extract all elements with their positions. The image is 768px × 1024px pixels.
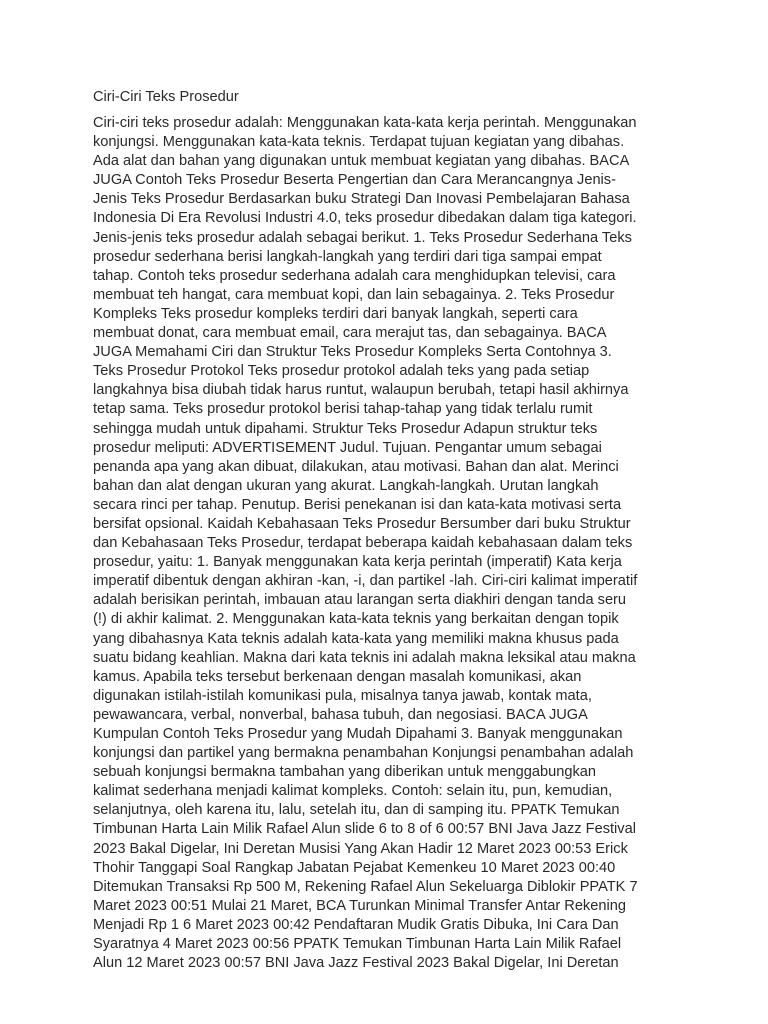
body-text-line: secara rinci per tahap. Penutup. Berisi penekanan isi dan kata-kata motivasi serta	[93, 496, 622, 513]
body-text-line: konjungsi. Menggunakan kata-kata teknis. Terdapat tujuan kegiatan yang dibahas.	[93, 134, 625, 151]
body-text-line: Kumpulan Contoh Teks Prosedur yang Mudah Dipahami 3. Banyak menggunakan	[93, 726, 623, 742]
body-text-line: prosedur meliputi: ADVERTISEMENT Judul. Tujuan. Pengantar umum sebagai	[93, 439, 602, 456]
body-text-line: membuat donat, cara membuat email, cara merajut tas, dan sebagainya. BACA	[93, 325, 607, 342]
body-text-line: Kompleks Teks prosedur kompleks terdiri dari banyak langkah, seperti cara	[93, 305, 578, 322]
body-text-line: bersifat opsional. Kaidah Kebahasaan Teks Prosedur Bersumber dari buku Struktur	[93, 515, 631, 532]
body-text-line: tetap sama. Teks prosedur protokol berisi tahap-tahap yang tidak terlalu rumit	[93, 401, 593, 418]
body-text-line: bahan dan alat dengan ukuran yang akurat. Langkah-langkah. Urutan langkah	[93, 477, 599, 494]
body-text-line: prosedur sederhana berisi langkah-langkah yang terdiri dari tiga sampai empat	[93, 248, 602, 265]
document-title: Ciri-Ciri Teks Prosedur	[93, 89, 239, 105]
body-text-line: Indonesia Di Era Revolusi Industri 4.0, teks prosedur dibedakan dalam tiga kategori.	[93, 210, 637, 227]
body-text-line: Ditemukan Transaksi Rp 500 M, Rekening Rafael Alun Sekeluarga Diblokir PPATK 7	[93, 878, 638, 895]
body-text-line: sebuah konjungsi bermakna tambahan yang diberikan untuk menggabungkan	[93, 764, 597, 781]
body-text-line: prosedur, yaitu: 1. Banyak menggunakan kata kerja perintah (imperatif) Kata kerja	[93, 554, 622, 571]
body-text-line: yang dibahasnya Kata teknis adalah kata-kata yang memiliki makna khusus pada	[93, 630, 619, 647]
body-text-line: tahap. Contoh teks prosedur sederhana adalah cara menghidupkan televisi, cara	[93, 267, 616, 284]
body-text-line: Syaratnya 4 Maret 2023 00:56 PPATK Temukan Timbunan Harta Lain Milik Rafael	[93, 936, 622, 953]
body-text-line: membuat teh hangat, cara membuat kopi, dan lain sebagainya. 2. Teks Prosedur	[93, 286, 615, 303]
body-text-line: Jenis Teks Prosedur Berdasarkan buku Strategi Dan Inovasi Pembelajaran Bahasa	[93, 191, 630, 208]
body-text-line: kalimat sederhana menjadi kalimat kompleks. Contoh: selain itu, pun, kemudian,	[93, 783, 613, 800]
body-text-line: suatu bidang keahlian. Makna dari kata teknis ini adalah makna leksikal atau makna	[93, 649, 636, 666]
body-text-line: JUGA Memahami Ciri dan Struktur Teks Prosedur Kompleks Serta Contohnya 3.	[93, 344, 612, 361]
body-text-line: penanda apa yang akan dibuat, dilakukan, atau motivasi. Bahan dan alat. Merinci	[93, 458, 619, 475]
body-text-line: Ciri-ciri teks prosedur adalah: Menggunakan kata-kata kerja perintah. Menggunakan	[93, 115, 637, 131]
body-text-line: dan Kebahasaan Teks Prosedur, terdapat beberapa kaidah kebahasaan dalam teks	[93, 535, 633, 552]
body-text-line: adalah berisikan perintah, imbauan atau larangan serta diakhiri dengan tanda seru	[93, 592, 627, 609]
body-text-line: (!) di akhir kalimat. 2. Menggunakan kata-kata teknis yang berkaitan dengan topik	[93, 611, 619, 628]
document-body	[93, 114, 733, 973]
body-text-line: Thohir Tanggapi Soal Rangkap Jabatan Pejabat Kemenkeu 10 Maret 2023 00:40	[93, 859, 616, 876]
body-text-line: kamus. Apabila teks tersebut berkenaan dengan masalah komunikasi, akan	[93, 668, 582, 685]
body-text-line: Jenis-jenis teks prosedur adalah sebagai berikut. 1. Teks Prosedur Sederhana Teks	[93, 229, 632, 246]
body-text-line: JUGA Contoh Teks Prosedur Beserta Pengertian dan Cara Merancangnya Jenis-	[93, 172, 616, 189]
body-text-line: konjungsi dan partikel yang bermakna penambahan Konjungsi penambahan adalah	[93, 745, 634, 762]
body-text-line: 2023 Bakal Digelar, Ini Deretan Musisi Yang Akan Hadir 12 Maret 2023 00:53 Erick	[93, 840, 628, 857]
body-text-line: Ada alat dan bahan yang digunakan untuk membuat kegiatan yang dibahas. BACA	[93, 153, 630, 170]
body-text-line: Teks Prosedur Protokol Teks prosedur protokol adalah teks yang pada setiap	[93, 363, 590, 380]
body-text-line: Menjadi Rp 1 6 Maret 2023 00:42 Pendaftaran Mudik Gratis Dibuka, Ini Cara Dan	[93, 916, 619, 933]
body-text-line: imperatif dibentuk dengan akhiran -kan, -i, dan partikel -lah. Ciri-ciri kalimat imperatif	[93, 573, 638, 590]
body-text-line: Maret 2023 00:51 Mulai 21 Maret, BCA Turunkan Minimal Transfer Antar Rekening	[93, 897, 626, 914]
body-text-line: pewawancara, verbal, nonverbal, bahasa tubuh, dan negosiasi. BACA JUGA	[93, 706, 588, 723]
body-text-line: Timbunan Harta Lain Milik Rafael Alun slide 6 to 8 of 6 00:57 BNI Java Jazz Festival	[93, 821, 636, 838]
body-text-line: langkahnya bisa diubah tidak harus runtut, walaupun berubah, tetapi hasil akhirnya	[93, 382, 629, 399]
body-text-line: digunakan istilah-istilah komunikasi pula, misalnya tanya jawab, kontak mata,	[93, 687, 592, 704]
body-text-line: selanjutnya, oleh karena itu, lalu, setelah itu, dan di samping itu. PPATK Temukan	[93, 802, 620, 819]
body-text-line: Alun 12 Maret 2023 00:57 BNI Java Jazz Festival 2023 Bakal Digelar, Ini Deretan	[93, 955, 619, 972]
body-text-line: sehingga mudah untuk dipahami. Struktur Teks Prosedur Adapun struktur teks	[93, 420, 598, 437]
